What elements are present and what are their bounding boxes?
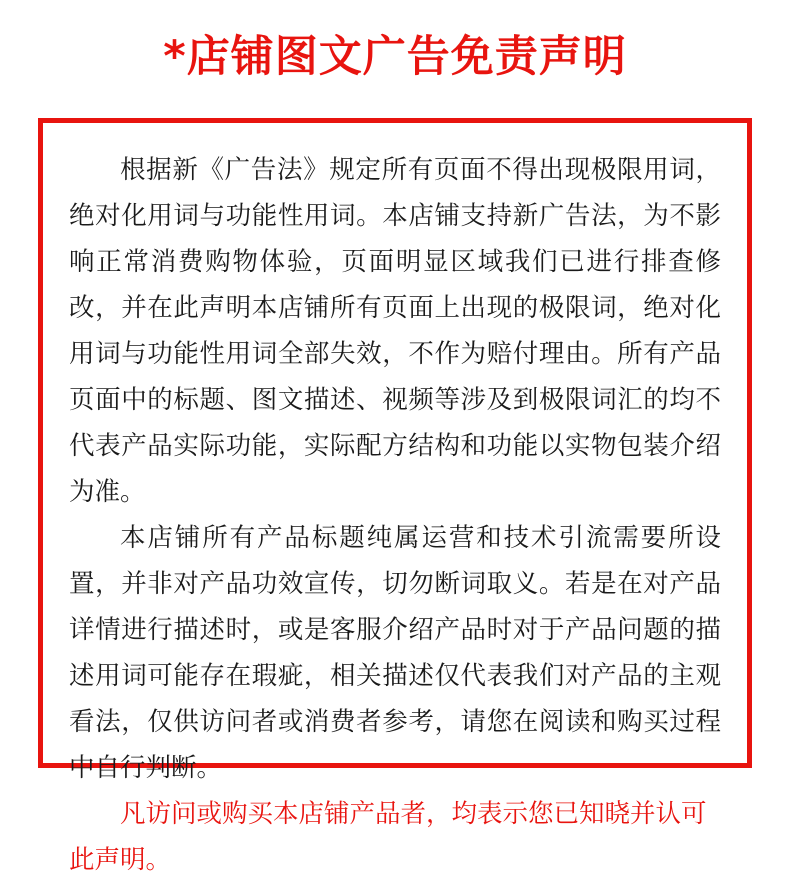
page-title: *店铺图文广告免责声明 [163, 32, 627, 82]
disclaimer-content-box [38, 118, 752, 875]
disclaimer-closing-statement: 凡访问或购买本店铺产品者，均表示您已知晓并认可此声明。 [69, 799, 707, 875]
disclaimer-paragraph-2: 本店铺所有产品标题纯属运营和技术引流需要所设置，并非对产品功效宣传，切勿断词取义。若是在对产品详情进行描述时，或是客服介绍产品时对于产品问题的描述用词可能存在瑕疵，相关描述仅代表我们对产品的主观看法，仅供访问者或消费者参考，请您在阅读和购买过程中自行判断。 [69, 523, 721, 783]
disclaimer-paragraph-1: 根据新《广告法》规定所有页面不得出现极限用词，绝对化用词与功能性用词。本店铺支持新广告法，为不影响正常消费购物体验，页面明显区域我们已进行排查修改，并在此声明本店铺所有页面上出现的极限词，绝对化用词与功能性用词全部失效，不作为赔付理由。所有产品页面中的标题、图文描述、视频等涉及到极限词汇的均不代表产品实际功能，实际配方结构和功能以实物包装介绍为准。 [69, 155, 721, 507]
